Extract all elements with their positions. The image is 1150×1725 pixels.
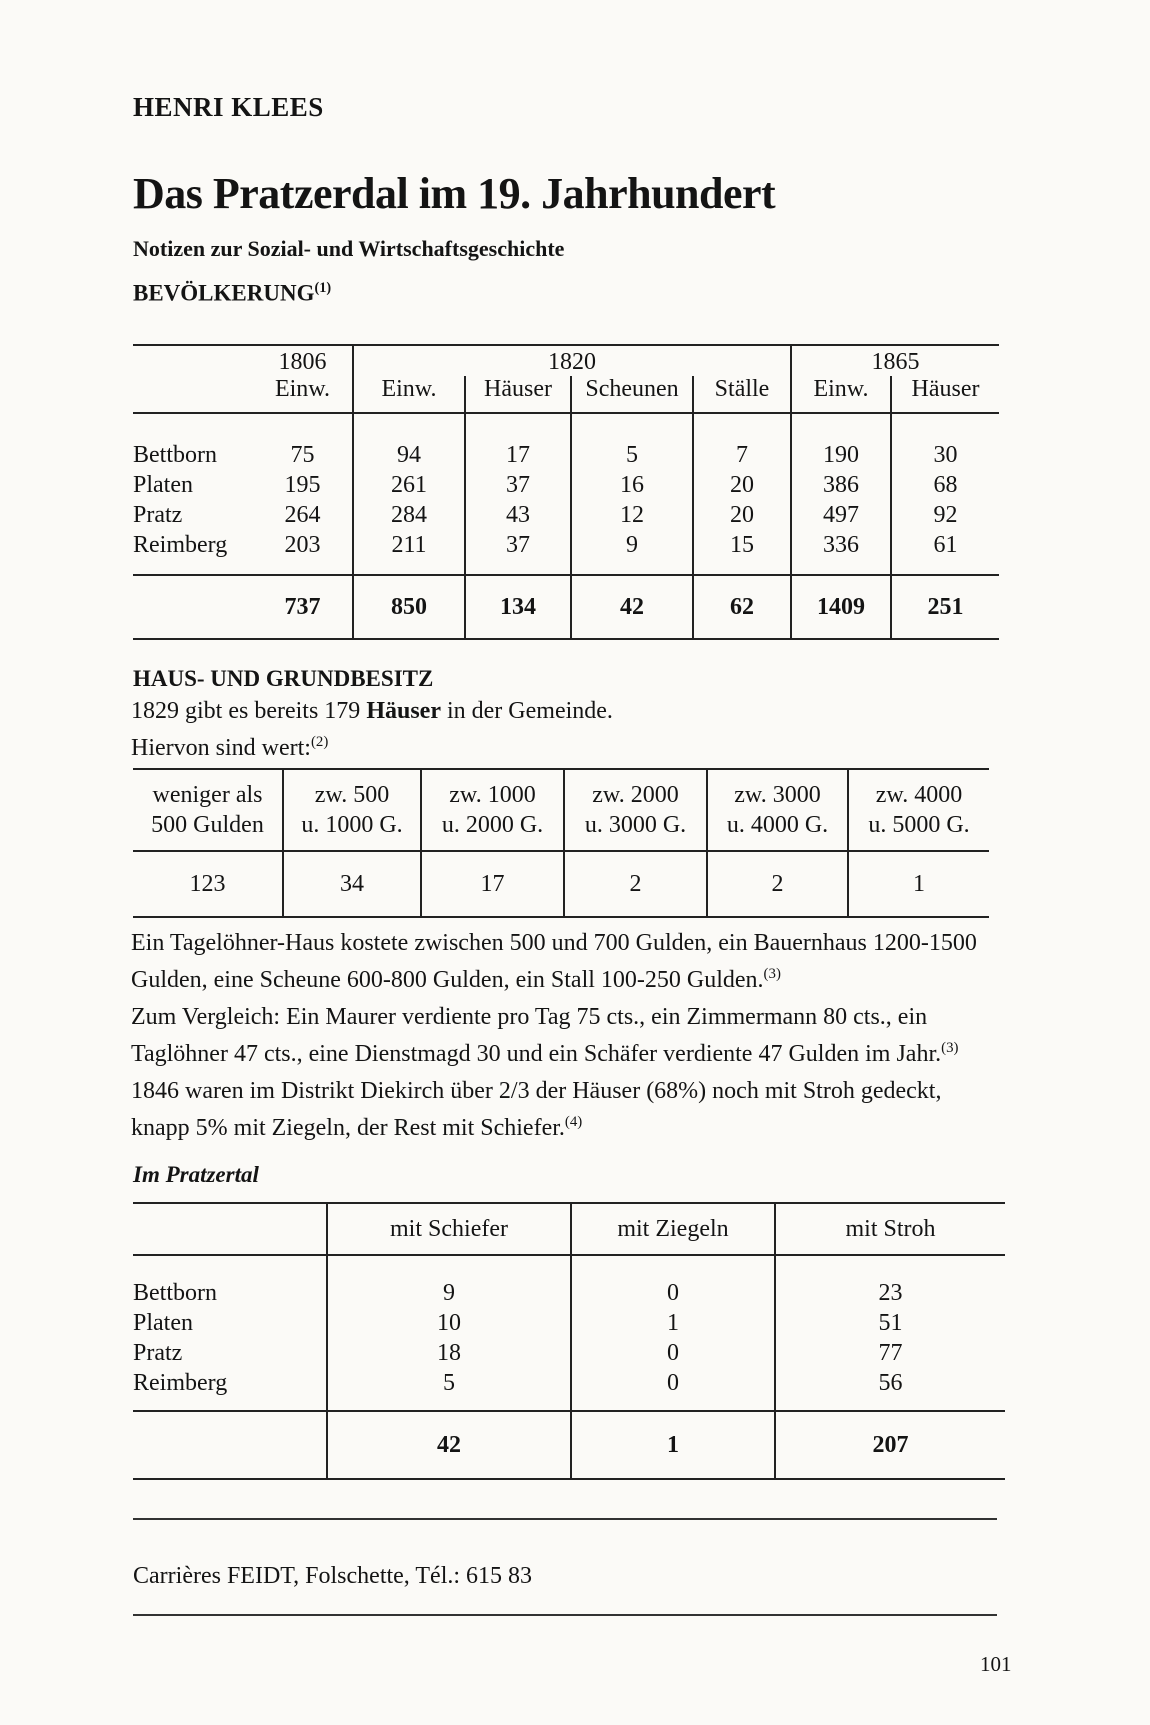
column-header: Häuser (465, 376, 571, 413)
table-cell: 15 (693, 530, 791, 575)
total-cell: 42 (571, 575, 693, 639)
footnote-ref: (1) (314, 280, 332, 296)
table-cell: 284 (353, 500, 465, 530)
table-cell: 203 (253, 530, 353, 575)
table-cell: 0 (571, 1338, 775, 1368)
house-value-table (133, 768, 989, 918)
table-cell: 190 (791, 413, 891, 470)
value-header: zw. 3000 u. 4000 G. (707, 769, 848, 851)
value-header: zw. 1000 u. 2000 G. (421, 769, 564, 851)
value-data-row (133, 851, 989, 917)
intro-line: Hiervon sind wert:$^{(2)}$ (131, 734, 329, 761)
table-cell: 2 (707, 851, 848, 917)
value-header: zw. 2000 u. 3000 G. (564, 769, 707, 851)
row-label: Pratz (133, 1339, 183, 1366)
table-cell: 20 (693, 500, 791, 530)
roof-table (133, 1202, 1005, 1480)
table-row (133, 1255, 1005, 1308)
value-header: zw. 500 u. 1000 G. (283, 769, 421, 851)
year-header: 1820 (353, 345, 791, 376)
row-label: Platen (133, 471, 193, 498)
paragraph: Ein Tagelöhner-Haus kostete zwischen 500 und 700 Gulden, ein Bauernhaus 1200-1500 Gulden, eine Scheune 600-800 Gulden, ein Stall 100-250 Gulden.$^{(3)}$ (131, 930, 977, 993)
population-table (133, 344, 999, 640)
table-cell: 10 (327, 1308, 571, 1338)
table-cell: 12 (571, 500, 693, 530)
table-cell: 23 (775, 1255, 1005, 1308)
year-header: 1806 (253, 345, 353, 376)
column-header: mit Stroh (775, 1203, 1005, 1255)
column-header: mit Ziegeln (571, 1203, 775, 1255)
table-row (133, 530, 999, 575)
divider (133, 1614, 997, 1616)
table-cell: 123 (133, 851, 283, 917)
column-header: Einw. (791, 376, 891, 413)
total-cell: 737 (253, 575, 353, 639)
row-label: Bettborn (133, 1279, 217, 1306)
total-cell: 62 (693, 575, 791, 639)
article-title: Das Pratzerdal im 19. Jahrhundert (133, 169, 776, 218)
paragraph: 1846 waren im Distrikt Diekirch über 2/3 der Häuser (68%) noch mit Stroh gedeckt, knapp 5% mit Ziegeln, der Rest mit Schiefer.$^{(4)}$ (131, 1078, 942, 1141)
page-number: 101 (980, 1652, 1012, 1676)
value-header: weniger als 500 Gulden (133, 769, 283, 851)
table-cell: 37 (465, 470, 571, 500)
paragraph: Zum Vergleich: Ein Maurer verdiente pro Tag 75 cts., ein Zimmermann 80 cts., ein Taglöhner 47 cts., eine Dienstmagd 30 und ein Schäfer verdiente 47 Gulden im Jahr.$^{(3)}$ (131, 1004, 959, 1067)
column-header: Scheunen (571, 376, 693, 413)
table-cell: 9 (327, 1255, 571, 1308)
table-cell: 18 (327, 1338, 571, 1368)
article-subtitle: Notizen zur Sozial- und Wirtschaftsgeschichte (133, 236, 565, 261)
table-cell: 16 (571, 470, 693, 500)
table-cell: 5 (571, 413, 693, 470)
row-label: Bettborn (133, 441, 217, 468)
table-cell: 1 (848, 851, 989, 917)
roof-table-caption: Im Pratzertal (133, 1162, 259, 1187)
table-cell: 68 (891, 470, 999, 500)
footnote-ref: (3) (763, 966, 781, 982)
body-text (131, 928, 1001, 1150)
table-cell: 211 (353, 530, 465, 575)
table-cell: 195 (284, 471, 321, 498)
table-cell: 61 (891, 530, 999, 575)
table-cell: 51 (775, 1308, 1005, 1338)
divider (133, 1518, 997, 1520)
property-intro (131, 696, 1001, 764)
section-heading-property: HAUS- UND GRUNDBESITZ (133, 666, 434, 691)
table-cell: 94 (353, 413, 465, 470)
value-header-row (133, 769, 989, 851)
table-cell: 75 (290, 441, 315, 468)
column-header: mit Schiefer (327, 1203, 571, 1255)
total-cell: 251 (891, 575, 999, 639)
table-cell: 0 (571, 1255, 775, 1308)
column-header: Häuser (891, 376, 999, 413)
table-cell: 77 (775, 1338, 1005, 1368)
table-cell: 497 (791, 500, 891, 530)
value-header: zw. 4000 u. 5000 G. (848, 769, 989, 851)
total-cell: 42 (327, 1411, 571, 1479)
population-header-columns (133, 376, 999, 413)
total-cell: 850 (353, 575, 465, 639)
section-heading-label: BEVÖLKERUNG (133, 280, 315, 306)
row-label: Platen (133, 1309, 193, 1336)
population-header-years (133, 345, 999, 376)
table-cell: 386 (791, 470, 891, 500)
author-name: HENRI KLEES (133, 92, 324, 122)
total-cell: 1409 (791, 575, 891, 639)
table-cell: 336 (791, 530, 891, 575)
roof-header-row (133, 1203, 1005, 1255)
column-header: Einw. (353, 376, 465, 413)
section-heading-population (133, 280, 331, 307)
row-label: Reimberg (133, 1368, 327, 1411)
table-cell: 43 (465, 500, 571, 530)
totals-row (133, 575, 999, 639)
table-cell: 17 (421, 851, 564, 917)
table-row (133, 470, 999, 500)
footer-advert: Carrières FEIDT, Folschette, Tél.: 615 83 (133, 1563, 533, 1589)
table-cell: 20 (693, 470, 791, 500)
footnote-ref: (2) (310, 734, 329, 750)
table-row (133, 1338, 1005, 1368)
footnote-ref: (3) (941, 1040, 959, 1056)
column-header: Einw. (253, 376, 353, 413)
total-cell: 1 (571, 1411, 775, 1479)
totals-row (133, 1411, 1005, 1479)
column-header: Ställe (693, 376, 791, 413)
table-row (133, 1308, 1005, 1338)
row-label: Pratz (133, 501, 183, 528)
table-cell: 2 (564, 851, 707, 917)
table-row (133, 500, 999, 530)
table-cell: 5 (327, 1368, 571, 1411)
table-cell: 7 (693, 413, 791, 470)
row-label: Reimberg (133, 530, 253, 575)
table-cell: 56 (775, 1368, 1005, 1411)
table-cell: 34 (283, 851, 421, 917)
table-cell: 0 (571, 1368, 775, 1411)
table-cell: 30 (891, 413, 999, 470)
year-header: 1865 (791, 345, 999, 376)
table-cell: 9 (571, 530, 693, 575)
total-cell: 207 (775, 1411, 1005, 1479)
table-cell: 37 (465, 530, 571, 575)
table-cell: 264 (284, 501, 321, 528)
footnote-ref: (4) (564, 1114, 583, 1130)
table-cell: 17 (465, 413, 571, 470)
table-cell: 261 (353, 470, 465, 500)
table-cell: 1 (571, 1308, 775, 1338)
table-row (133, 1368, 1005, 1411)
table-cell: 92 (891, 500, 999, 530)
intro-line: 1829 gibt es bereits 179 Häuser in der Gemeinde. (131, 698, 613, 724)
total-cell: 134 (465, 575, 571, 639)
table-row (133, 413, 999, 470)
